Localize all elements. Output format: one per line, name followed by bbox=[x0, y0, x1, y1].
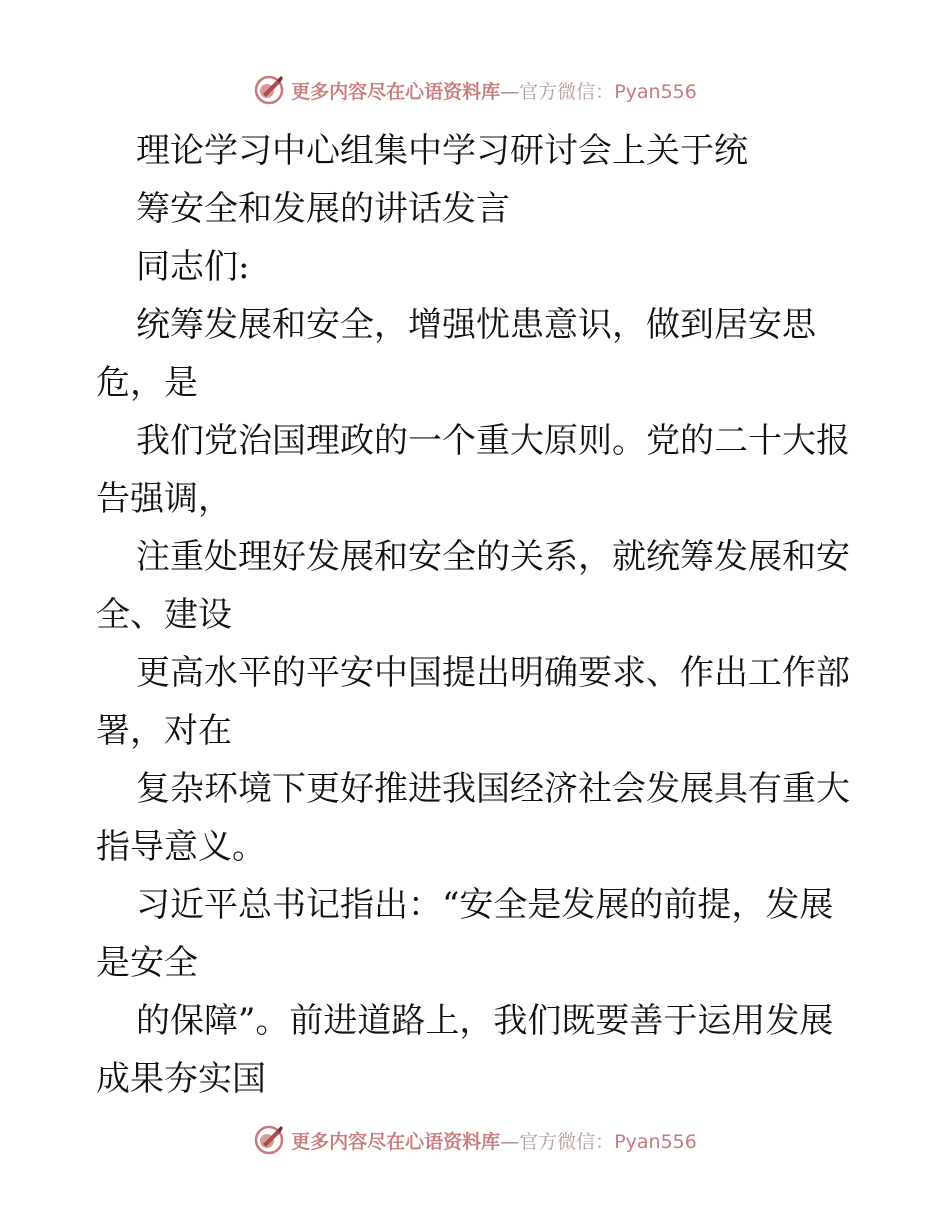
watermark-banner-bottom bbox=[0, 1120, 950, 1160]
watermark-banner-top bbox=[0, 70, 950, 110]
document-body bbox=[96, 122, 856, 1108]
watermark-sub: 官方微信： bbox=[519, 1130, 615, 1153]
watermark-logo-icon bbox=[253, 1124, 285, 1156]
doc-line: 复杂环境下更好推进我国经济社会发展具有重大 bbox=[136, 769, 850, 809]
doc-line: 成果夯实国 bbox=[96, 1059, 266, 1099]
doc-line: 筹安全和发展的讲话发言 bbox=[136, 189, 510, 229]
doc-line: 危，是 bbox=[96, 363, 198, 403]
doc-line: 指导意义。 bbox=[96, 827, 266, 867]
doc-line: 统筹发展和安全，增强忧患意识，做到居安思 bbox=[136, 305, 816, 345]
doc-line: 是安全 bbox=[96, 943, 198, 983]
doc-line: 全、建设 bbox=[96, 595, 232, 635]
watermark-id: Pyan556 bbox=[614, 80, 697, 103]
watermark-separator: — bbox=[500, 80, 520, 103]
doc-line: 理论学习中心组集中学习研讨会上关于统 bbox=[136, 131, 748, 171]
doc-line: 更高水平的平安中国提出明确要求、作出工作部 bbox=[136, 653, 850, 693]
watermark-text bbox=[291, 77, 697, 104]
watermark-text bbox=[291, 1127, 697, 1154]
doc-line: 习近平总书记指出：“安全是发展的前提，发展 bbox=[136, 885, 834, 925]
doc-line: 的保障”。前进道路上，我们既要善于运用发展 bbox=[136, 1001, 834, 1041]
watermark-logo-icon bbox=[253, 74, 285, 106]
doc-line: 告强调， bbox=[96, 479, 232, 519]
doc-line: 注重处理好发展和安全的关系，就统筹发展和安 bbox=[136, 537, 850, 577]
doc-line: 署，对在 bbox=[96, 711, 232, 751]
watermark-separator: — bbox=[500, 1130, 520, 1153]
watermark-main: 更多内容尽在心语资料库 bbox=[291, 1130, 501, 1153]
watermark-sub: 官方微信： bbox=[519, 80, 615, 103]
watermark-main: 更多内容尽在心语资料库 bbox=[291, 80, 501, 103]
doc-line: 同志们: bbox=[136, 247, 250, 287]
watermark-id: Pyan556 bbox=[614, 1130, 697, 1153]
doc-line: 我们党治国理政的一个重大原则。党的二十大报 bbox=[136, 421, 850, 461]
